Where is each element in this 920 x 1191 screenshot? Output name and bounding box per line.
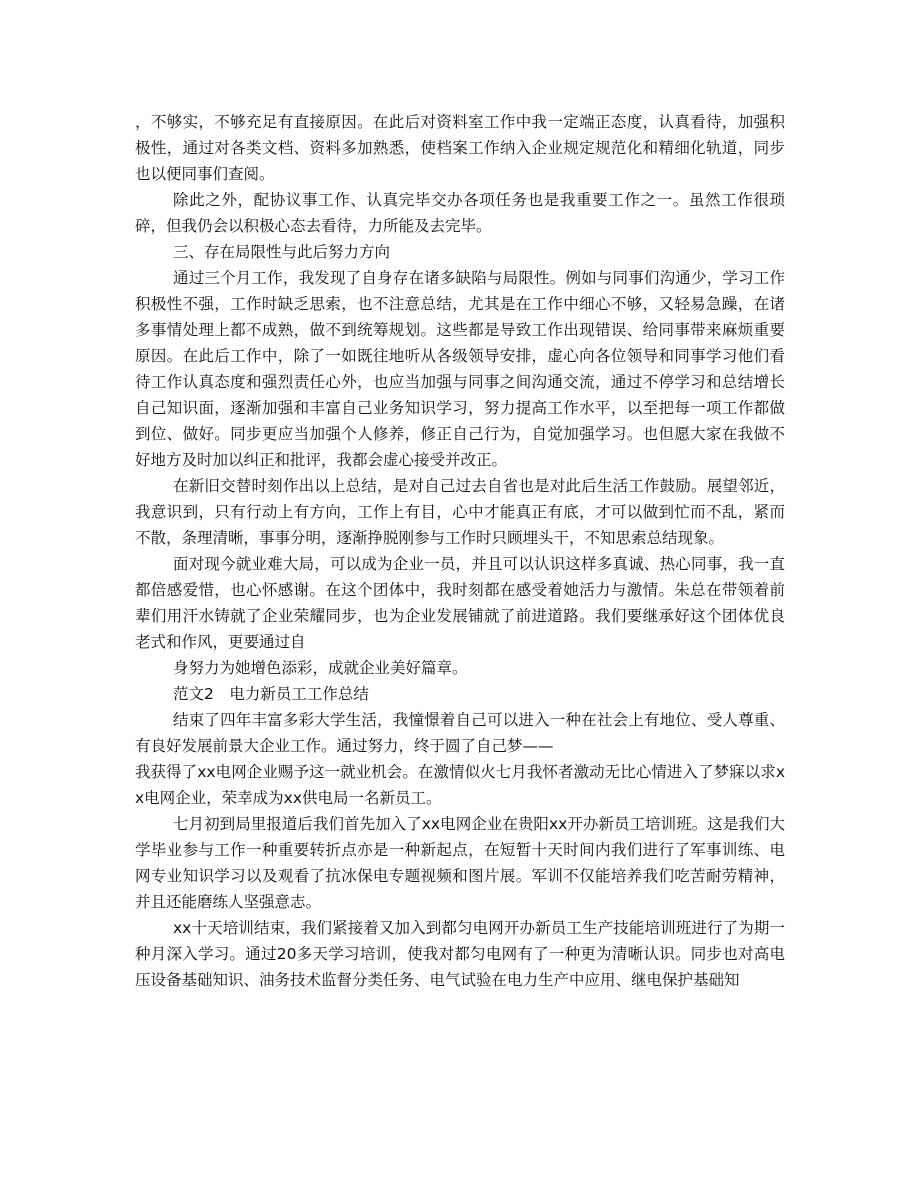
paragraph-1: ，不够实，不够充足有直接原因。在此后对资料室工作中我一定端正态度，认真看待，加强积极性，通过对各类文档、资料多加熟悉，使档案工作纳入企业规定规范化和精细化轨道，同步也以便同事们查阅。 [135, 113, 785, 183]
section-heading-3: 三、存在局限性与此后努力方向 [173, 243, 391, 261]
paragraph-7: 身努力为她增色添彩，成就企业美好篇章。 [173, 659, 468, 677]
section-heading-fanwen2: 范文2 电力新员工工作总结 [173, 685, 369, 703]
paragraph-9: 结束了四年丰富多彩大学生活，我憧憬着自己可以进入一种在社会上有地位、受人尊重、有良好发展前景大企业工作。通过努力，终于圆了自己梦—— [135, 711, 785, 755]
paragraph-4: 通过三个月工作，我发现了自身存在诸多缺陷与局限性。例如与同事们沟通少，学习工作积极性不强，工作时缺乏思索，也不注意总结，尤其是在工作中细心不够，又轻易急躁，在诸多事情处理上都不成熟，做不到统筹规划。这些都是导致工作出现错误、给同事带来麻烦重要原因。在此后工作中，除了一如既往地听从各级领导安排，虚心向各位领导和同事学习他们看待工作认真态度和强烈责任心外，也应当加强与同事之间沟通交流，通过不停学习和总结增长自己知识面，逐渐加强和丰富自己业务知识学习，努力提高工作水平，以至把每一项工作都做到位、做好。同步更应当加强个人修养，修正自己行为，自觉加强学习。也但愿大家在我做不好地方及时加以纠正和批评，我都会虚心接受并改正。 [135, 269, 785, 469]
paragraph-5: 在新旧交替时刻作出以上总结，是对自己过去自省也是对此后生活工作鼓励。展望邻近，我意识到，只有行动上有方向，工作上有目，心中才能真正有底，才可以做到忙而不乱，紧而不散，条理清晰，事事分明，逐渐挣脱刚参与工作时只顾埋头干，不知思索总结现象。 [135, 477, 785, 547]
paragraph-6: 面对现今就业难大局，可以成为企业一员，并且可以认识这样多真诚、热心同事，我一直都倍感爱惜，也心怀感谢。在这个团体中，我时刻都在感受着她活力与激情。朱总在带领着前辈们用汗水铸就了企业荣耀同步，也为企业发展铺就了前进道路。我们要继承好这个团体优良老式和作风，更要通过自 [135, 555, 785, 651]
paragraph-2: 除此之外，配协议事工作、认真完毕交办各项任务也是我重要工作之一。虽然工作很琐碎，但我仍会以积极心态去看待，力所能及去完毕。 [135, 191, 785, 235]
paragraph-12: xx十天培训结束，我们紧接着又加入到都匀电网开办新员工生产技能培训班进行了为期一种月深入学习。通过20多天学习培训，使我对都匀电网有了一种更为清晰认识。同步也对高电压设备基础知识、油务技术监督分类任务、电气试验在电力生产中应用、继电保护基础知 [135, 919, 785, 989]
paragraph-11: 七月初到局里报道后我们首先加入了xx电网企业在贵阳xx开办新员工培训班。这是我们大学毕业参与工作一种重要转折点亦是一种新起点，在短暂十天时间内我们进行了军事训练、电网专业知识学习以及观看了抗冰保电专题视频和图片展。军训不仅能培养我们吃苦耐劳精神，并且还能磨练人坚强意志。 [135, 815, 785, 911]
document-body [135, 109, 785, 993]
paragraph-10: 我获得了xx电网企业赐予这一就业机会。在激情似火七月我怀者激动无比心情进入了梦寐以求xx电网企业，荣幸成为xx供电局一名新员工。 [135, 763, 785, 807]
